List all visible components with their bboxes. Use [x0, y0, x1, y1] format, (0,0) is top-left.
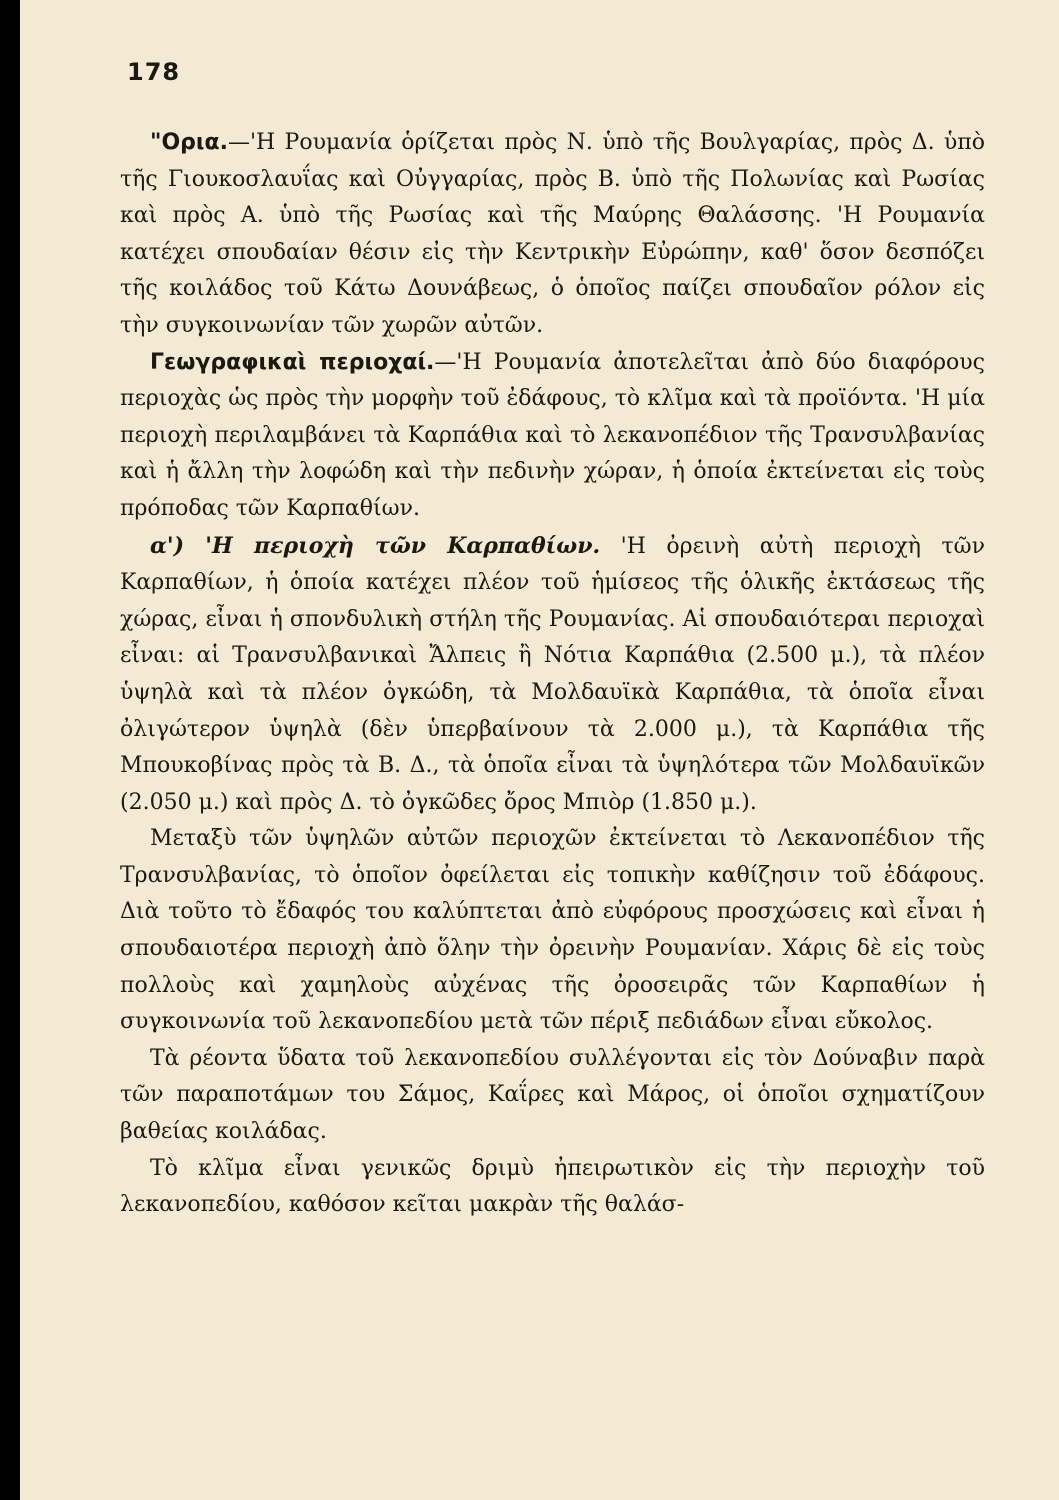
- paragraph-carpathian-region-body: 'Η ὀρεινὴ αὐτὴ περιοχὴ τῶν Καρπαθίων, ἡ ὁποία κατέχει πλέον τοῦ ἡμίσεος τῆς ὁλικῆς ἐκτάσεως τῆς χώρας, εἶναι ἡ σπονδυλικὴ στήλη τῆς Ρουμανίας. Αἱ σπουδαιότεραι περιοχαὶ εἶναι: αἱ Τρανσυλβανικαὶ Ἄλπεις ἢ Νότια Καρπάθια (2.500 μ.), τὰ πλέον ὑψηλὰ καὶ τὰ πλέον ὀγκώδη, τὰ Μολδαυϊκὰ Καρπάθια, τὰ ὁποῖα εἶναι ὀλιγώτερον ὑψηλὰ (δὲν ὑπερβαίνουν τὰ 2.000 μ.), τὰ Καρπάθια τῆς Μπουκοβίνας πρὸς τὰ Β. Δ., τὰ ὁποῖα εἶναι τὰ ὑψηλότερα τῶν Μολδαυϊκῶν (2.050 μ.) καὶ πρὸς Δ. τὸ ὀγκῶδες ὄρος Μπιὸρ (1.850 μ.).: [120, 533, 985, 815]
- paragraph-borders-body: —'Η Ρουμανία ὁρίζεται πρὸς Ν. ὑπὸ τῆς Βουλγαρίας, πρὸς Δ. ὑπὸ τῆς Γιουκοσλαυΐας καὶ Οὐγγαρίας, πρὸς Β. ὑπὸ τῆς Πολωνίας καὶ Ρωσίας καὶ πρὸς Α. ὑπὸ τῆς Ρωσίας καὶ τῆς Μαύρης Θαλάσσης. 'Η Ρουμανία κατέχει σπουδαίαν θέσιν εἰς τὴν Κεντρικὴν Εὐρώπην, καθ' ὅσον δεσπόζει τῆς κοιλάδος τοῦ Κάτω Δουνάβεως, ὁ ὁποῖος παίζει σπουδαῖον ρόλον εἰς τὴν συγκοινωνίαν τῶν χωρῶν αὐτῶν.: [120, 130, 985, 338]
- heading-borders: "Ορια.: [150, 130, 228, 155]
- paragraph-transylvanian-basin: Μεταξὺ τῶν ὑψηλῶν αὐτῶν περιοχῶν ἐκτείνεται τὸ Λεκανοπέδιον τῆς Τρανσυλβανίας, τὸ ὁποῖον ὀφείλεται εἰς τοπικὴν καθίζησιν τοῦ ἐδάφους. Διὰ τοῦτο τὸ ἔδαφός του καλύπτεται ἀπὸ εὐφόρους προσχώσεις καὶ εἶναι ἡ σπουδαιοτέρα περιοχὴ ἀπὸ ὅλην τὴν ὀρεινὴν Ρουμανίαν. Χάρις δὲ εἰς τοὺς πολλοὺς καὶ χαμηλοὺς αὐχένας τῆς ὀροσειρᾶς τῶν Καρπαθίων ἡ συγκοινωνία τοῦ λεκανοπεδίου μετὰ τῶν πέριξ πεδιάδων εἶναι εὔκολος.: [120, 826, 985, 1035]
- paragraph-borders: [120, 125, 985, 345]
- heading-geographic-regions: Γεωγραφικαὶ περιοχαί.: [150, 349, 435, 375]
- paragraph-waters: Τὰ ρέοντα ὕδατα τοῦ λεκανοπεδίου συλλέγονται εἰς τὸν Δούναβιν παρὰ τῶν παραποτάμων του Σάμος, Καΐρες καὶ Μάρος, οἱ ὁποῖοι σχηματίζουν βαθείας κοιλάδας.: [120, 1045, 985, 1145]
- paragraph-climate: Τὸ κλῖμα εἶναι γενικῶς δριμὺ ἠπειρωτικὸν εἰς τὴν περιοχὴν τοῦ λεκανοπεδίου, καθόσον κεῖται μακρὰν τῆς θαλάσ-: [120, 1155, 985, 1218]
- document-page: [20, 0, 1059, 1500]
- page-number: 178: [127, 58, 181, 86]
- paragraph-carpathian-region: [120, 528, 985, 822]
- paragraph-geographic-regions-body: —'Η Ρουμανία ἀποτελεῖται ἀπὸ δύο διαφόρους περιοχὰς ὡς πρὸς τὴν μορφὴν τοῦ ἐδάφους, τὸ κλῖμα καὶ τὰ προϊόντα. 'Η μία περιοχὴ περιλαμβάνει τὰ Καρπάθια καὶ τὸ λεκανοπέδιον τῆς Τρανσυλβανίας καὶ ἡ ἄλλη τὴν λοφώδη καὶ τὴν πεδινὴν χώραν, ἡ ὁποία ἐκτείνεται εἰς τοὺς πρόποδας τῶν Καρπαθίων.: [120, 349, 985, 521]
- paragraph-geographic-regions: [120, 345, 985, 528]
- page-text: [120, 125, 985, 1224]
- heading-carpathian-region: α') 'Η περιοχὴ τῶν Καρπαθίων.: [150, 532, 601, 559]
